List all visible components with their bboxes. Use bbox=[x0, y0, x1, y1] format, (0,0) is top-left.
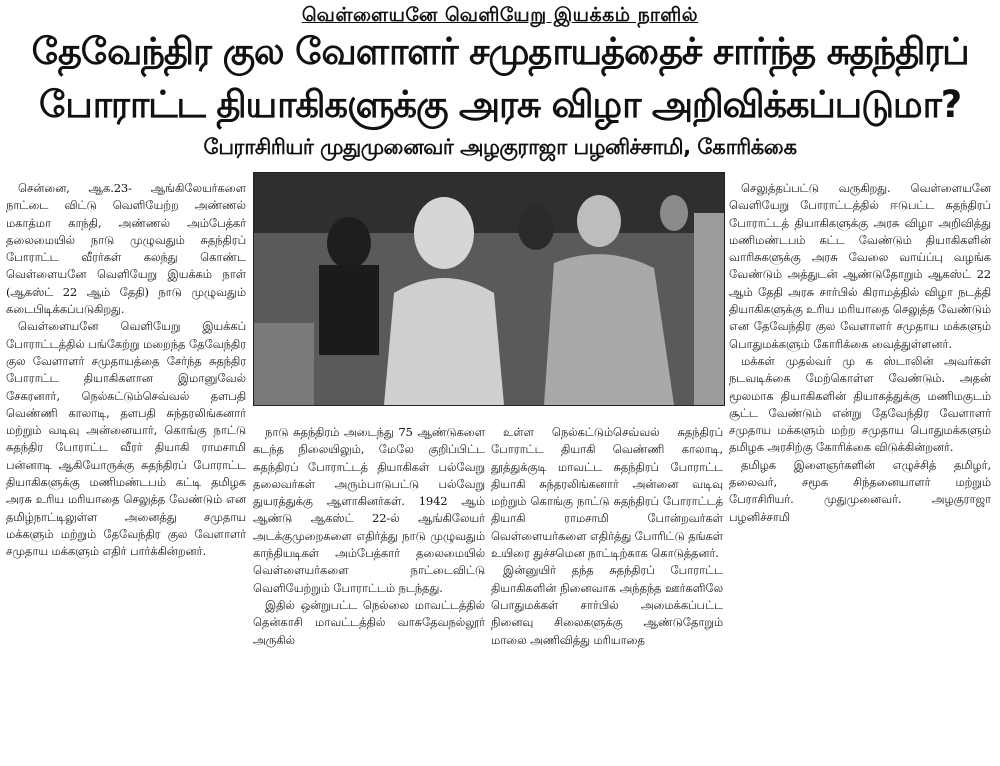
byline: பேராசிரியர் முதுமுனைவர் அழகுராஜா பழனிச்சாமி, கோரிக்கை bbox=[203, 135, 797, 159]
kicker-heading: வெள்ளையனே வெளியேறு இயக்கம் நாளில் bbox=[301, 4, 699, 26]
photo-illustration bbox=[254, 173, 724, 405]
paragraph: நாடு சுதந்திரம் அடைந்து 75 ஆண்டுகளை கடந்த நிலையிலும், மேலே குறிப்பிட்ட சுதந்திரப் போராட்டத் தியாகிகள் பல்வேறு தலைவர்கள் அரும்பாடுபட்டு பல்வேறு துயரத்துக்கு ஆளாகினர்கள். 1942 ஆம் ஆண்டு ஆகஸ்ட் 22-ல் ஆங்கிலேயர் அடக்குமுறைகளை எதிர்த்து நாடு முழுவதும் காந்தியடிகள் அம்பேத்கார் தலைமையில் வெள்ளையர்களை நாட்டைவிட்டு வெளியேற்றும் போராட்டம் நடந்தது. bbox=[253, 425, 485, 595]
historical-photo bbox=[253, 172, 725, 406]
paragraph: இதில் ஒன்றுபட்ட நெல்லை மாவட்டத்தில் தென்காசி மாவட்டத்தில் வாசுதேவநல்லூர் அருகில் bbox=[253, 597, 485, 647]
paragraph: மக்கள் முதல்வர் மு க ஸ்டாலின் அவர்கள் நடவடிக்கை மேற்கொள்ள வேண்டும். அதன் மூலமாக தியாகிகளின் தியாகத்துக்கு மணிமகுடம் சூட்ட வேண்டும் என்று தேவேந்திர வேளாளர் சமுதாய மக்களும் மற்ற சமுதாய பொதுமக்களும் தமிழக அரசிற்கு கோரிக்கை விடுக்கின்றனர். bbox=[729, 353, 991, 455]
paragraph: உள்ள நெல்கட்டும்செவ்வல் சுதந்திரப் போராட்ட தியாகி வெண்ணி காலாடி, தூத்துக்குடி மாவட்ட சுதந்திரப் போராட்ட தியாகி சுந்தரலிங்கனார் அன்னை வடிவு மற்றும் கொங்கு நாட்டு சுதந்திரப் போராட்டத் தியாகி ராமசாமி போன்றவர்கள் வெள்ளையர்களை எதிர்த்து போரிட்டு தங்கள் உயிரை துச்சமென நாட்டிற்காக கொடுத்தனர். bbox=[491, 425, 723, 561]
article-column-4 bbox=[729, 180, 991, 766]
paragraph: இன்னுயிர் தந்த சுதந்திரப் போராட்ட தியாகிகளின் நினைவாக அந்தந்த ஊர்களிலே பொதுமக்கள் சார்பில் அமைக்கப்பட்ட நினைவு சிலைகளுக்கு ஆண்டுதோறும் மாலை அணிவித்து மரியாதை bbox=[491, 563, 723, 647]
article-column-3 bbox=[491, 424, 723, 766]
headline-line-1: தேவேந்திர குல வேளாளர் சமுதாயத்தைச் சார்ந்த சுதந்திரப் bbox=[31, 30, 969, 73]
headline-line-2: போராட்ட தியாகிகளுக்கு அரசு விழா அறிவிக்கப்படுமா? bbox=[38, 83, 962, 126]
article-column-1 bbox=[6, 180, 246, 766]
paragraph: தமிழக இளைஞர்களின் எழுச்சித் தமிழர், தலைவர், சமூக சிந்தனையாளர் மற்றும் பேராசிரியர். முதுமுனைவர். அழகுராஜா பழனிச்சாமி bbox=[729, 457, 991, 524]
paragraph: செலுத்தப்பட்டு வருகிறது. வெள்ளையனே வெளியேறு போராட்டத்தில் ஈடுபட்ட சுதந்திரப் போராட்டத் தியாகிகளுக்கு அரசு விழா அறிவித்து மணிமண்டபம் கட்ட வேண்டும் தியாகிகளின் வாரிசுகளுக்கு அரசு வேலை வாய்ப்பு வழங்க வேண்டும் அத்துடன் ஆண்டுதோறும் ஆகஸ்ட் 22 ஆம் தேதி அரசு சார்பில் கிராமத்தில் விழா நடத்தி தியாகிகளுக்கு உரிய மரியாதை செலுத்த வேண்டும் என தேவேந்திர குல வேளாளர் சமுதாய மக்களும் பொதுமக்களும் கோரிக்கை வைத்துள்ளனர். bbox=[729, 181, 991, 351]
paragraph: வெள்ளையனே வெளியேறு இயக்கப் போராட்டத்தில் பங்கேற்று மறைந்த தேவேந்திர குல வேளாளர் சமுதாயத்தை சேர்ந்த சுதந்திர போராட்ட தியாகிகளான இமானுவேல் சேகரனார், நெல்கட்டும்செவ்வல் தளபதி வெண்ணி காலாடி, தளபதி சுந்தரலிங்கனார் மற்றும் வடிவு அன்னையார், கொங்கு நாட்டு சுதந்திர போராட்ட வீரர் தியாகி ராமசாமி பன்னாடி ஆகியோருக்கு சுதந்திரப் போராட்ட தியாகிகளுக்கு மணிமண்டபம் கட்டி தமிழக அரசு உரிய மரியாதை செலுத்த வேண்டும் என தமிழ்நாட்டிலுள்ள அனைத்து சமுதாய மக்களும் மற்றும் தேவேந்திர குல வேளாளர் சமுதாய மக்களும் எதிர் பார்க்கின்றனர். bbox=[6, 319, 246, 559]
paragraph: சென்னை, ஆக.23- ஆங்கிலேயர்களை நாட்டை விட்டு வெளியேற்ற அண்ணல் மகாத்மா காந்தி, அண்ணல் அம்பேத்கர் தலைமையில் நாடு முழுவதும் சுதந்திரப் போராட்ட வீரர்கள் கலந்து கொண்ட வெள்ளையனே வெளியேறு இயக்கம் நாள் (ஆகஸ்ட் 22 ஆம் தேதி) நாடு முழுவதும் கடைபிடிக்கப்படுகிறது. bbox=[6, 181, 246, 317]
article-column-2 bbox=[253, 424, 485, 766]
